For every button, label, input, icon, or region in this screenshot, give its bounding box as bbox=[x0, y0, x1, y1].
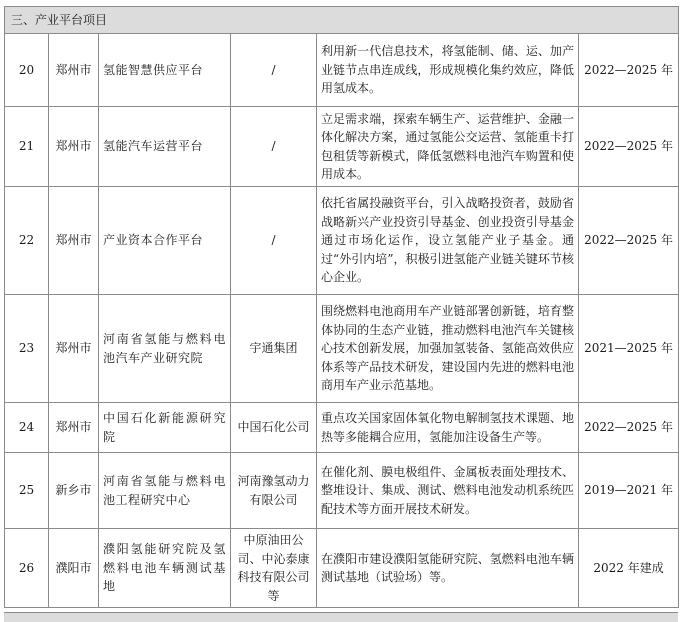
table-row bbox=[5, 107, 679, 187]
row-unit: / bbox=[231, 107, 317, 187]
row-project-name: 濮阳氢能研究院及氢燃料电池车辆测试基地 bbox=[99, 529, 231, 608]
table-row bbox=[5, 295, 679, 403]
row-city: 新乡市 bbox=[49, 453, 99, 529]
row-content: 围绕燃料电池商用车产业链部署创新链，培育整体协同的生态产业链，推动燃料电池汽车关键核心技术创新发展，加强加氢装备、氢能高效供应体系等产品技术研发，建设国内先进的燃料电池商用车产业示范基地。 bbox=[317, 295, 579, 403]
section-title: 三、产业平台项目 bbox=[5, 7, 679, 34]
row-number: 26 bbox=[5, 529, 49, 608]
row-unit: 河南豫氢动力有限公司 bbox=[231, 453, 317, 529]
row-content: 利用新一代信息技术，将氢能制、储、运、加产业链节点串连成线，形成规模化集约效应，降低用氢成本。 bbox=[317, 34, 579, 107]
row-unit: 中国石化公司 bbox=[231, 403, 317, 453]
row-project-name: 氢能汽车运营平台 bbox=[99, 107, 231, 187]
row-time: 2022—2025 年 bbox=[579, 187, 679, 295]
row-content: 重点攻关国家固体氧化物电解制氢技术课题、地热等多能耦合应用，氢能加注设备生产等。 bbox=[317, 403, 579, 453]
row-unit: 宇通集团 bbox=[231, 295, 317, 403]
table-row bbox=[5, 529, 679, 608]
row-city: 郑州市 bbox=[49, 295, 99, 403]
row-time: 2019—2021 年 bbox=[579, 453, 679, 529]
row-project-name: 氢能智慧供应平台 bbox=[99, 34, 231, 107]
table-row bbox=[5, 34, 679, 107]
row-time: 2021—2025 年 bbox=[579, 295, 679, 403]
row-city: 郑州市 bbox=[49, 107, 99, 187]
section-header-row bbox=[5, 7, 679, 34]
table-row bbox=[5, 453, 679, 529]
row-project-name: 产业资本合作平台 bbox=[99, 187, 231, 295]
row-number: 20 bbox=[5, 34, 49, 107]
row-time: 2022—2025 年 bbox=[579, 403, 679, 453]
row-number: 25 bbox=[5, 453, 49, 529]
row-content: 在催化剂、膜电极组件、金属板表面处理技术、整堆设计、集成、测试、燃料电池发动机系统匹配技术等方面开展技术研发。 bbox=[317, 453, 579, 529]
row-content: 依托省属投融资平台，引入战略投资者，鼓励省战略新兴产业投资引导基金、创业投资引导基金通过市场化运作，设立氢能产业子基金。通过“外引内培”，积极引进氢能产业链关键环节核心企业。 bbox=[317, 187, 579, 295]
row-number: 21 bbox=[5, 107, 49, 187]
row-project-name: 中国石化新能源研究院 bbox=[99, 403, 231, 453]
row-content: 在濮阳市建设濮阳氢能研究院、氢燃料电池车辆测试基地（试验场）等。 bbox=[317, 529, 579, 608]
row-content: 立足需求端，探索车辆生产、运营维护、金融一体化解决方案，通过氢能公交运营、氢能重卡打包租赁等新模式，降低氢燃料电池汽车购置和使用成本。 bbox=[317, 107, 579, 187]
row-project-name: 河南省氢能与燃料电池工程研究中心 bbox=[99, 453, 231, 529]
row-time: 2022 年建成 bbox=[579, 529, 679, 608]
row-unit: / bbox=[231, 187, 317, 295]
table-row bbox=[5, 187, 679, 295]
row-city: 郑州市 bbox=[49, 403, 99, 453]
row-time: 2022—2025 年 bbox=[579, 107, 679, 187]
table-row bbox=[5, 403, 679, 453]
row-project-name: 河南省氢能与燃料电池汽车产业研究院 bbox=[99, 295, 231, 403]
row-unit: 中原油田公司、中沁泰康科技有限公司等 bbox=[231, 529, 317, 608]
row-number: 23 bbox=[5, 295, 49, 403]
row-number: 24 bbox=[5, 403, 49, 453]
row-time: 2022—2025 年 bbox=[579, 34, 679, 107]
row-number: 22 bbox=[5, 187, 49, 295]
project-table bbox=[4, 6, 679, 608]
row-city: 郑州市 bbox=[49, 34, 99, 107]
row-unit: / bbox=[231, 34, 317, 107]
row-city: 濮阳市 bbox=[49, 529, 99, 608]
row-city: 郑州市 bbox=[49, 187, 99, 295]
